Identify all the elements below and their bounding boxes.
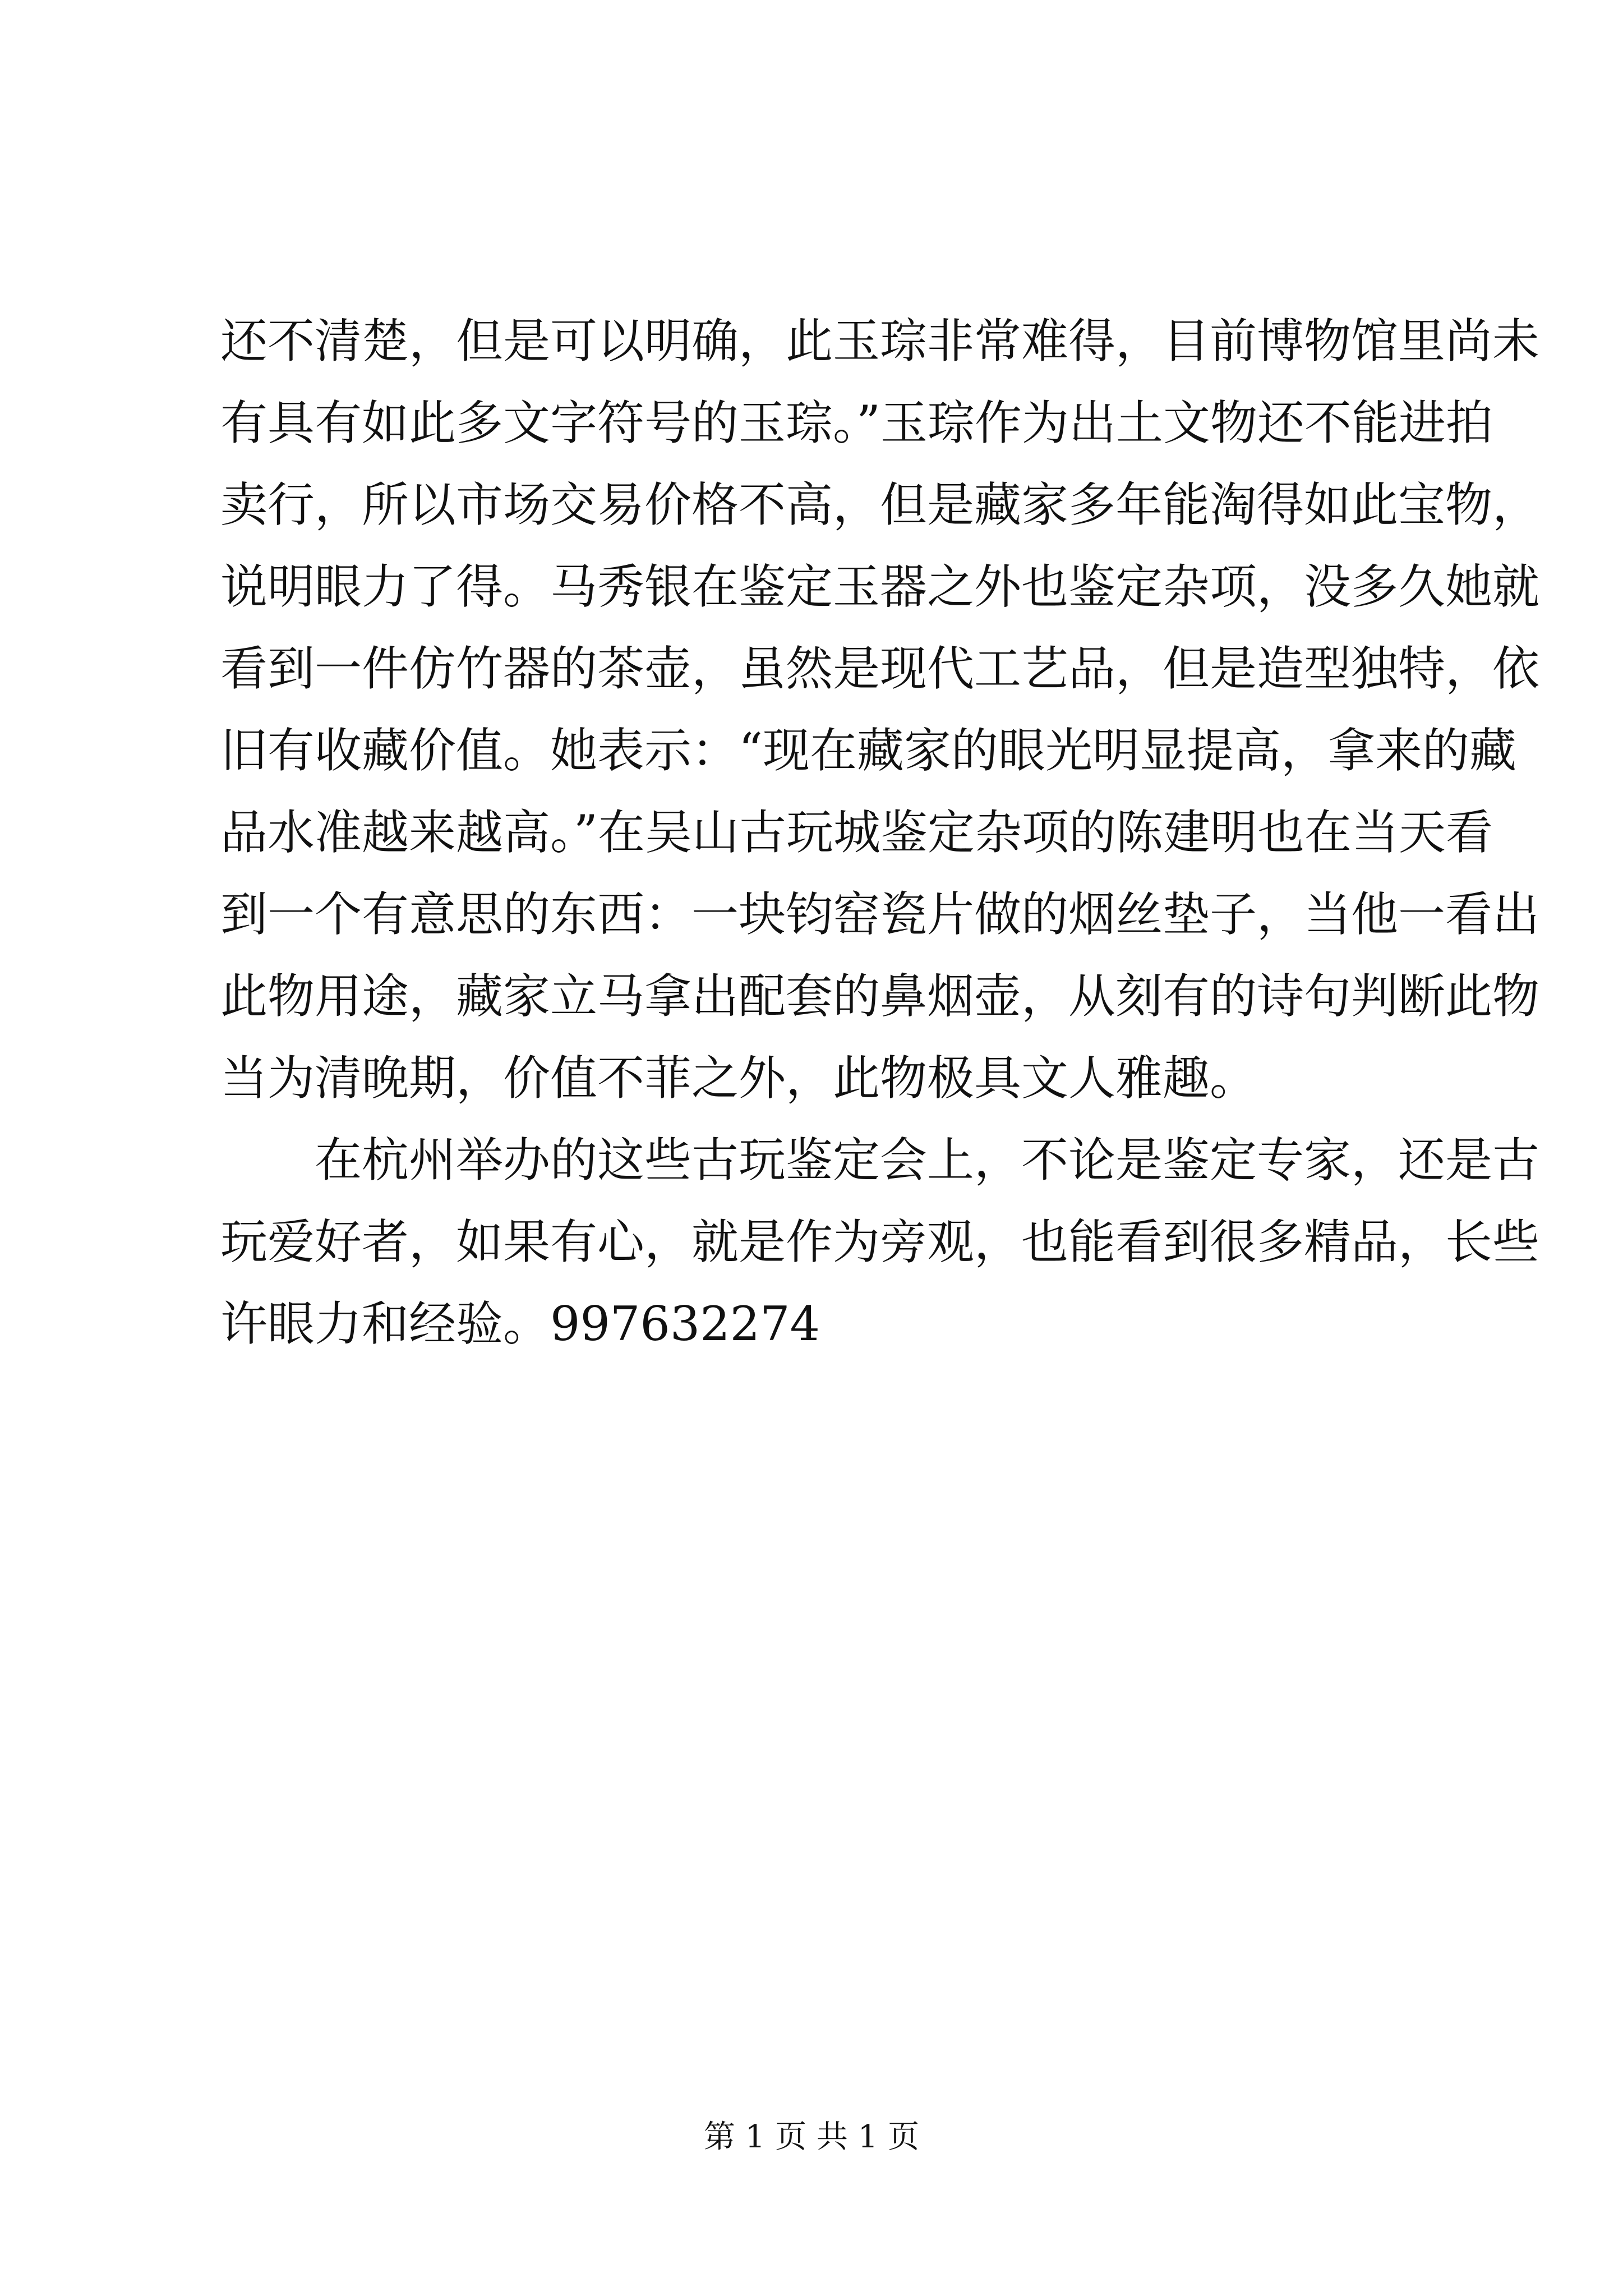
text-line: 旧有收藏价值。她表示：“现在藏家的眼光明显提高，拿来的藏 [220, 723, 1516, 778]
text-line: 此物用途，藏家立马拿出配套的鼻烟壶，从刻有的诗句判断此物 [220, 969, 1540, 1024]
text-line: 品水准越来越高。”在吴山古玩城鉴定杂项的陈建明也在当天看 [220, 805, 1493, 860]
text-line: 到一个有意思的东西：一块钧窑瓷片做的烟丝垫子，当他一看出 [220, 887, 1540, 942]
paragraph-1 [220, 300, 1540, 1119]
text-line: 当为清晚期，价值不菲之外，此物极具文人雅趣。 [220, 1051, 1257, 1106]
text-line: 说明眼力了得。马秀银在鉴定玉器之外也鉴定杂项，没多久她就 [220, 559, 1540, 614]
text-line: 卖行，所以市场交易价格不高，但是藏家多年能淘得如此宝物， [220, 477, 1540, 532]
text-line: 还不清楚，但是可以明确，此玉琮非常难得，目前博物馆里尚未 [220, 314, 1540, 369]
text-line: 有具有如此多文字符号的玉琮。”玉琮作为出土文物还不能进拍 [220, 395, 1493, 450]
paragraph-2 [220, 1119, 1540, 1365]
text-line: 许眼力和经验。997632274 [220, 1296, 820, 1351]
page-footer [0, 2115, 1623, 2160]
text-line: 在杭州举办的这些古玩鉴定会上，不论是鉴定专家，还是古 [315, 1133, 1540, 1188]
text-line: 玩爱好者，如果有心，就是作为旁观，也能看到很多精品，长些 [220, 1214, 1540, 1269]
page-number-label: 第 1 页 共 1 页 [703, 2119, 920, 2155]
text-line: 看到一件仿竹器的茶壶，虽然是现代工艺品，但是造型独特，依 [220, 641, 1540, 696]
document-body [220, 300, 1540, 1365]
